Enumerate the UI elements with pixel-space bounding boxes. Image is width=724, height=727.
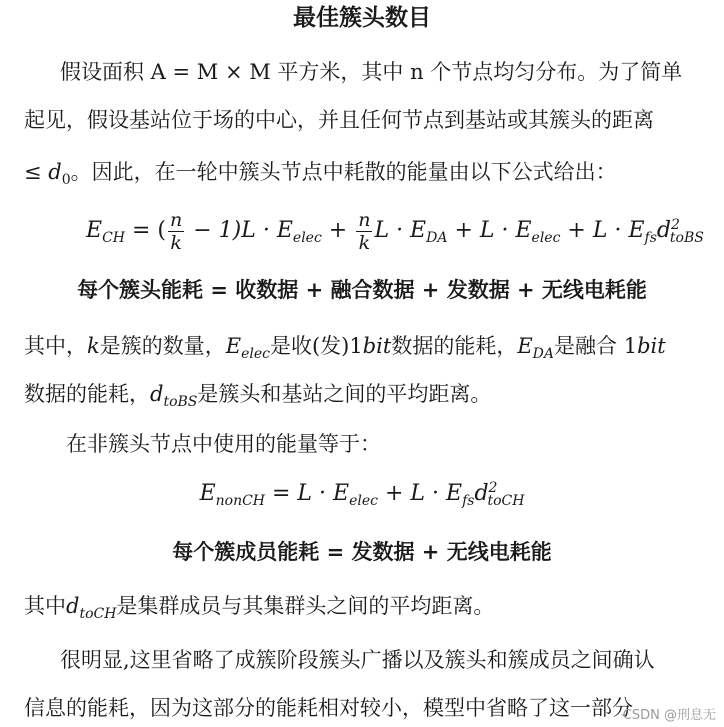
para2-line2: 数据的能耗，$d_{toBS}$是簇头和基站之间的平均距离。 — [24, 382, 492, 410]
page-title: 最佳簇头数目 — [293, 4, 431, 31]
para3: 在非簇头节点中使用的能量等于： — [66, 432, 381, 456]
para1-line2: 起见，假设基站位于场的中心，并且任何节点到基站或其簇头的距离 — [24, 108, 654, 132]
watermark: CSDN @刑息无 — [622, 708, 716, 723]
para4: 其中$d_{toCH}$是集群成员与其集群头之间的平均距离。 — [24, 594, 495, 622]
para2-line1: 其中，k是簇的数量，$E_{elec}$是收(发)1bit数据的能耗，$E_{DA}$是融合 1bit — [24, 334, 666, 362]
para5-line2: 信息的能耗，因为这部分的能耗相对较小，模型中省略了这一部分 — [24, 696, 633, 720]
para5-line1: 很明显,这里省略了成簇阶段簇头广播以及簇头和簇成员之间确认 — [60, 648, 655, 672]
para1-line1: 假设面积 A = M × M 平方米，其中 n 个节点均匀分布。为了简单 — [60, 60, 683, 84]
equation-nonch-energy: $E_{nonCH} = L \cdot E_{elec} + L \cdot E_{fs}d^2_{toCH}$ — [199, 480, 525, 509]
fraction-n-over-k: $\frac{n}{k}$ — [170, 208, 183, 254]
summary-ch-energy: 每个簇头能耗 = 收数据 + 融合数据 + 发数据 + 无线电耗能 — [77, 277, 647, 302]
para1-line3: ≤ $d_0$。因此，在一轮中簇头节点中耗散的能量由以下公式给出： — [24, 160, 617, 188]
fraction-n-over-k-2: $\frac{n}{k}$ — [358, 208, 371, 254]
equation-ch-energy: $E_{CH}$ = ( $\frac{n}{k}$ − $1)L \cdot E_{elec}$ + $\frac{n}{k}$ $L \cdot E_{DA} + L \cdot E_{elec} + L \cdot E_{fs}d^2_{toBS}$ — [86, 208, 704, 254]
summary-member-energy: 每个簇成员能耗 = 发数据 + 无线电耗能 — [172, 539, 552, 564]
